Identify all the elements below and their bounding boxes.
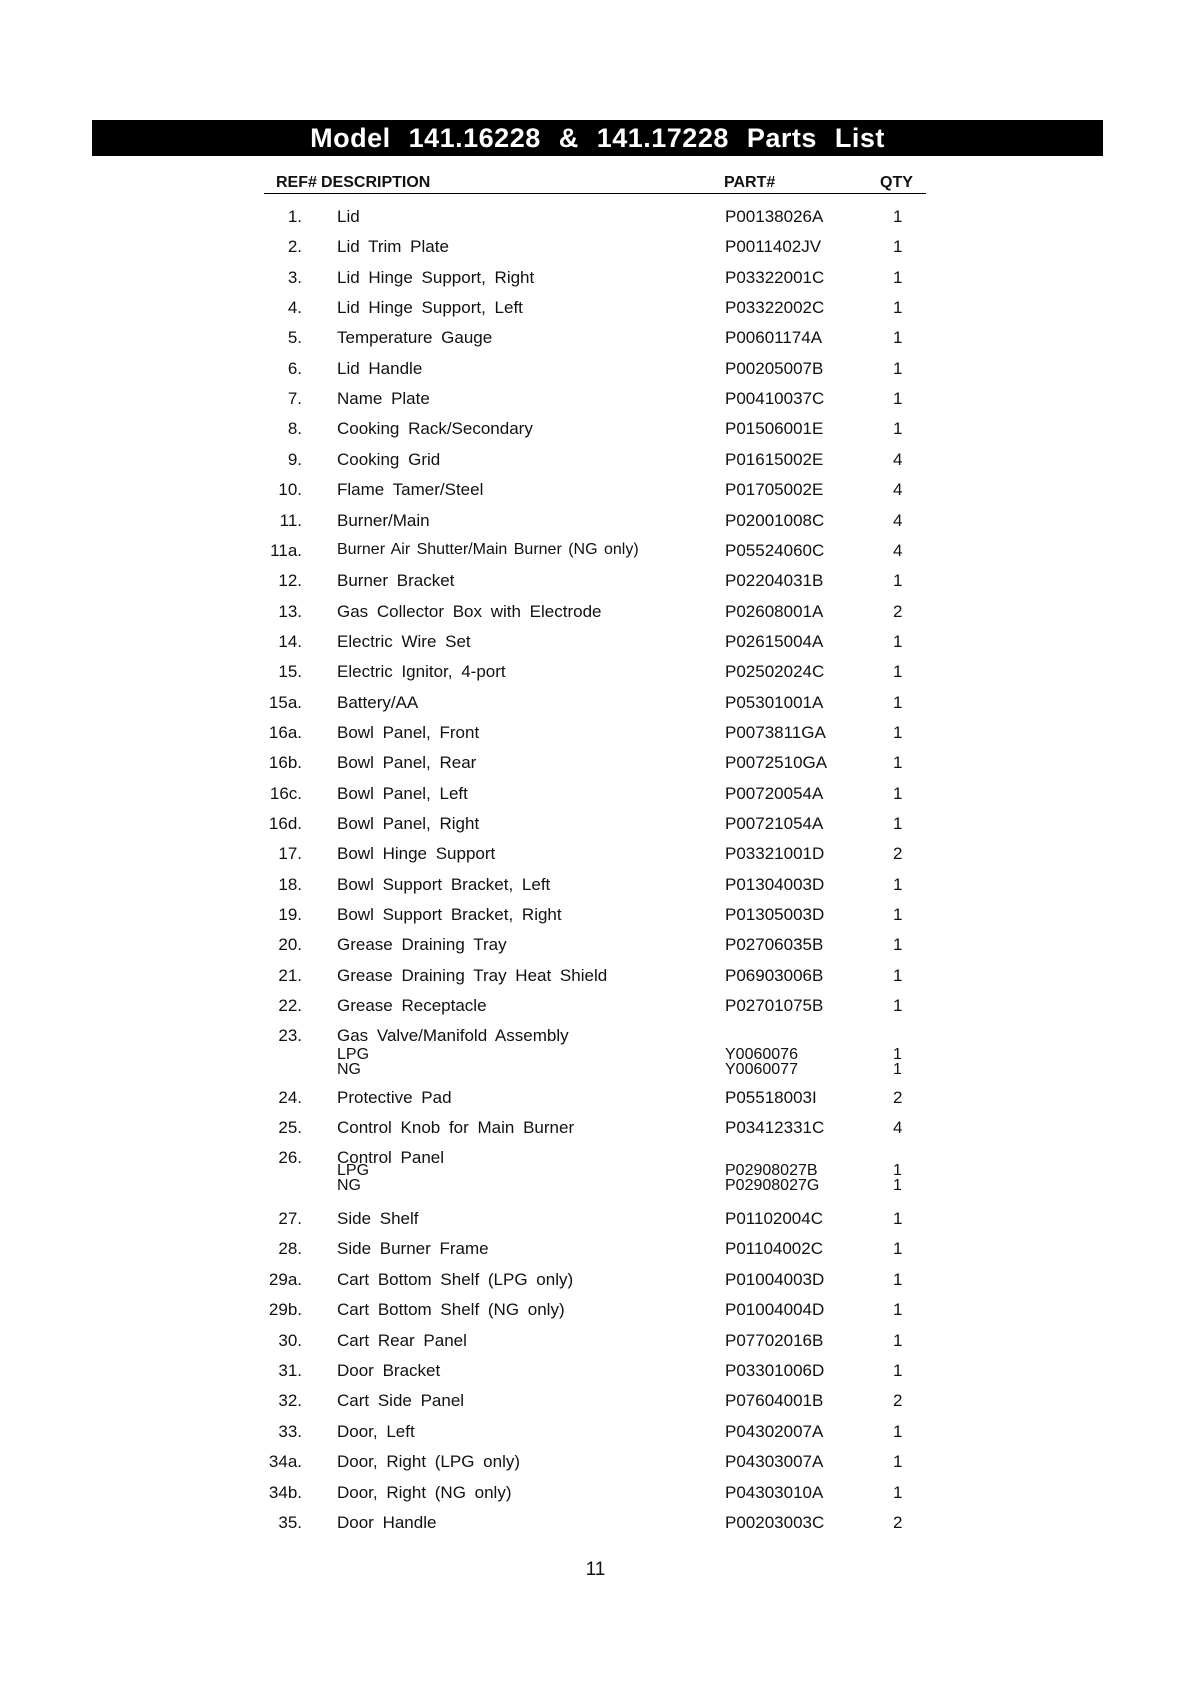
quantity-cell: 1 (893, 996, 903, 1016)
quantity-cell: 1 (893, 753, 903, 773)
part-number-cell: P01102004C (725, 1209, 823, 1228)
ref-cell: 12. (278, 571, 302, 591)
description-cell: Electric Wire Set (337, 631, 471, 651)
part-number-cell: P00720054A (725, 783, 824, 803)
part-number-cell: P03322001C (725, 267, 825, 287)
description-cell: Flame Tamer/Steel (337, 480, 484, 500)
ref-cell: 31. (278, 1361, 302, 1380)
ref-cell: 30. (278, 1330, 302, 1350)
description-cell: Lid Handle (337, 358, 423, 378)
page-title: Model 141.16228 & 141.17228 Parts List (92, 120, 1103, 156)
quantity-cell: 1 (893, 1162, 902, 1179)
ref-cell: 4. (287, 298, 302, 318)
part-number-cell: P02502024C (725, 662, 825, 682)
header-ref: REF# (276, 174, 317, 191)
part-number-cell: P01615002E (725, 449, 824, 469)
quantity-cell: 1 (893, 722, 903, 742)
quantity-cell: 1 (893, 814, 903, 833)
ref-cell: 24. (278, 1088, 302, 1107)
description-cell: Burner Bracket (337, 571, 455, 591)
description-cell: Grease Receptacle (337, 996, 487, 1016)
quantity-cell: 1 (893, 874, 903, 894)
ref-cell: 16a. (268, 722, 302, 742)
quantity-cell: 2 (893, 601, 903, 621)
ref-cell: 19. (278, 905, 302, 925)
ref-cell: 27. (278, 1209, 302, 1228)
ref-cell: 20. (278, 935, 302, 955)
quantity-cell: 1 (893, 1421, 903, 1441)
quantity-cell: 1 (893, 1239, 903, 1259)
quantity-cell: 1 (893, 1269, 903, 1289)
ref-cell: 15. (278, 662, 302, 682)
description-cell: Side Shelf (337, 1209, 419, 1228)
ref-cell: 16d. (268, 814, 302, 833)
part-number-cell: P07604001B (725, 1391, 824, 1411)
description-cell: Cooking Rack/Secondary (337, 419, 533, 439)
description-cell: Burner Air Shutter/Main Burner (NG only) (337, 540, 639, 558)
quantity-cell: 4 (893, 540, 903, 560)
ref-cell: 10. (278, 480, 302, 500)
ref-cell: 34b. (268, 1482, 302, 1502)
quantity-cell: 1 (893, 631, 903, 651)
ref-cell: 7. (287, 389, 302, 409)
description-cell: NG (337, 1177, 361, 1194)
ref-cell: 3. (287, 267, 302, 287)
description-cell: Bowl Hinge Support (337, 844, 496, 864)
description-cell: Lid (337, 207, 360, 226)
ref-cell: 16b. (268, 753, 302, 773)
part-number-cell: P01305003D (725, 905, 825, 925)
part-number-cell: P03322002C (725, 298, 825, 318)
part-number-cell: P02908027B (725, 1162, 818, 1179)
ref-cell: 13. (278, 601, 302, 621)
quantity-cell: 4 (893, 480, 903, 500)
part-number-cell: P06903006B (725, 965, 824, 985)
part-number-cell: P01304003D (725, 874, 825, 894)
quantity-cell: 1 (893, 1361, 903, 1380)
description-cell: Gas Collector Box with Electrode (337, 601, 602, 621)
ref-cell: 23. (278, 1026, 302, 1046)
ref-cell: 1. (287, 207, 302, 226)
part-number-cell: P00138026A (725, 207, 824, 226)
ref-cell: 22. (278, 996, 302, 1016)
quantity-cell: 1 (893, 328, 903, 348)
part-number-cell: P02608001A (725, 601, 824, 621)
quantity-cell: 2 (893, 1391, 903, 1411)
description-cell: Door, Right (NG only) (337, 1482, 512, 1502)
quantity-cell: 1 (893, 298, 903, 318)
part-number-cell: P03412331C (725, 1118, 825, 1137)
quantity-cell: 1 (893, 1046, 902, 1063)
description-cell: Door, Left (337, 1421, 415, 1441)
quantity-cell: 4 (893, 1118, 903, 1137)
part-number-cell: P00601174A (725, 328, 823, 348)
quantity-cell: 1 (893, 1330, 903, 1350)
page-number: 11 (585, 1559, 606, 1580)
table-header (264, 171, 926, 194)
part-number-cell: P01506001E (725, 419, 824, 439)
part-number-cell: P01004004D (725, 1300, 825, 1320)
ref-cell: 35. (278, 1513, 302, 1532)
part-number-cell: P0011402JV (725, 237, 822, 257)
ref-cell: 16c. (269, 783, 302, 803)
ref-cell: 14. (278, 631, 302, 651)
description-cell: Bowl Support Bracket, Right (337, 905, 562, 925)
ref-cell: 25. (278, 1118, 302, 1137)
header-quantity: QTY (880, 174, 913, 191)
description-cell: LPG (337, 1162, 370, 1179)
part-number-cell: P02204031B (725, 571, 824, 591)
quantity-cell: 2 (893, 844, 903, 864)
part-number-cell: Y0060077 (725, 1061, 798, 1078)
quantity-cell: 1 (893, 1177, 902, 1194)
ref-cell: 32. (278, 1391, 302, 1411)
quantity-cell: 1 (893, 389, 903, 409)
description-cell: Side Burner Frame (337, 1239, 489, 1259)
quantity-cell: 1 (893, 1482, 903, 1502)
part-number-cell: P01004003D (725, 1269, 825, 1289)
quantity-cell: 1 (893, 905, 903, 925)
quantity-cell: 1 (893, 965, 903, 985)
description-cell: Cart Bottom Shelf (LPG only) (337, 1269, 574, 1289)
quantity-cell: 1 (893, 237, 903, 257)
description-cell: Name Plate (337, 389, 430, 409)
ref-cell: 11a. (270, 540, 302, 560)
ref-cell: 33. (278, 1421, 302, 1441)
description-cell: Electric Ignitor, 4-port (337, 662, 506, 682)
part-number-cell: P00205007B (725, 358, 824, 378)
ref-cell: 21. (278, 965, 302, 985)
description-cell: Cart Rear Panel (337, 1330, 467, 1350)
part-number-cell: P03321001D (725, 844, 825, 864)
quantity-cell: 1 (893, 358, 903, 378)
ref-cell: 28. (278, 1239, 302, 1259)
quantity-cell: 1 (893, 1452, 903, 1472)
quantity-cell: 1 (893, 692, 903, 712)
part-number-cell: P0073811GA (725, 722, 826, 742)
description-cell: Control Knob for Main Burner (337, 1118, 575, 1137)
description-cell: NG (337, 1061, 361, 1078)
description-cell: Burner/Main (337, 510, 430, 530)
description-cell: Battery/AA (337, 692, 419, 712)
description-cell: Temperature Gauge (337, 328, 493, 348)
part-number-cell: P03301006D (725, 1361, 825, 1380)
ref-cell: 2. (287, 237, 302, 257)
description-cell: Bowl Panel, Left (337, 783, 468, 803)
quantity-cell: 2 (893, 1088, 903, 1107)
quantity-cell: 2 (893, 1513, 903, 1532)
ref-cell: 5. (287, 328, 302, 348)
description-cell: Lid Hinge Support, Left (337, 298, 523, 318)
part-number-cell: P04303010A (725, 1482, 824, 1502)
header-part-number: PART# (724, 174, 776, 191)
ref-cell: 18. (278, 874, 302, 894)
part-number-cell: P0072510GA (725, 753, 828, 773)
description-cell: Bowl Panel, Rear (337, 753, 477, 773)
quantity-cell: 1 (893, 571, 903, 591)
part-number-cell: P05524060C (725, 540, 825, 560)
quantity-cell: 4 (893, 449, 903, 469)
description-cell: LPG (337, 1046, 370, 1063)
description-cell: Grease Draining Tray (337, 935, 507, 955)
part-number-cell: P05518003I (725, 1088, 817, 1107)
ref-cell: 29b. (268, 1300, 302, 1320)
part-number-cell: P01104002C (725, 1239, 823, 1259)
description-cell: Cart Bottom Shelf (NG only) (337, 1300, 565, 1320)
ref-cell: 34a. (268, 1452, 302, 1472)
quantity-cell: 1 (893, 783, 903, 803)
part-number-cell: P04303007A (725, 1452, 824, 1472)
ref-cell: 26. (278, 1148, 302, 1167)
header-description: DESCRIPTION (321, 174, 431, 191)
part-number-cell: Y0060076 (725, 1046, 798, 1063)
ref-cell: 17. (278, 844, 302, 864)
quantity-cell: 1 (893, 1209, 903, 1228)
ref-cell: 11. (279, 510, 302, 530)
description-cell: Bowl Support Bracket, Left (337, 874, 551, 894)
description-cell: Bowl Panel, Right (337, 814, 480, 833)
quantity-cell: 1 (893, 267, 903, 287)
quantity-cell: 1 (893, 662, 903, 682)
description-cell: Door, Right (LPG only) (337, 1452, 521, 1472)
ref-cell: 29a. (268, 1269, 302, 1289)
description-cell: Control Panel (337, 1148, 445, 1167)
quantity-cell: 1 (893, 1061, 902, 1078)
quantity-cell: 1 (893, 419, 903, 439)
quantity-cell: 1 (893, 1300, 903, 1320)
part-number-cell: P02001008C (725, 510, 825, 530)
description-cell: Door Handle (337, 1513, 437, 1532)
description-cell: Cart Side Panel (337, 1391, 465, 1411)
part-number-cell: P02615004A (725, 631, 824, 651)
description-cell: Door Bracket (337, 1361, 441, 1380)
description-cell: Lid Hinge Support, Right (337, 267, 535, 287)
part-number-cell: P02701075B (725, 996, 824, 1016)
part-number-cell: P00410037C (725, 389, 825, 409)
quantity-cell: 1 (893, 935, 903, 955)
description-cell: Protective Pad (337, 1088, 452, 1107)
part-number-cell: P02706035B (725, 935, 824, 955)
part-number-cell: P01705002E (725, 480, 824, 500)
quantity-cell: 1 (893, 207, 903, 226)
ref-cell: 8. (287, 419, 302, 439)
description-cell: Gas Valve/Manifold Assembly (337, 1026, 569, 1046)
part-number-cell: P05301001A (725, 692, 824, 712)
description-cell: Lid Trim Plate (337, 237, 449, 257)
ref-cell: 15a. (268, 692, 302, 712)
ref-cell: 6. (287, 358, 302, 378)
description-cell: Bowl Panel, Front (337, 722, 480, 742)
ref-cell: 9. (287, 449, 302, 469)
part-number-cell: P07702016B (725, 1330, 824, 1350)
part-number-cell: P00203003C (725, 1513, 825, 1532)
description-cell: Grease Draining Tray Heat Shield (337, 965, 608, 985)
description-cell: Cooking Grid (337, 449, 441, 469)
part-number-cell: P02908027G (725, 1177, 820, 1194)
quantity-cell: 4 (893, 510, 903, 530)
part-number-cell: P04302007A (725, 1421, 824, 1441)
part-number-cell: P00721054A (725, 814, 824, 833)
